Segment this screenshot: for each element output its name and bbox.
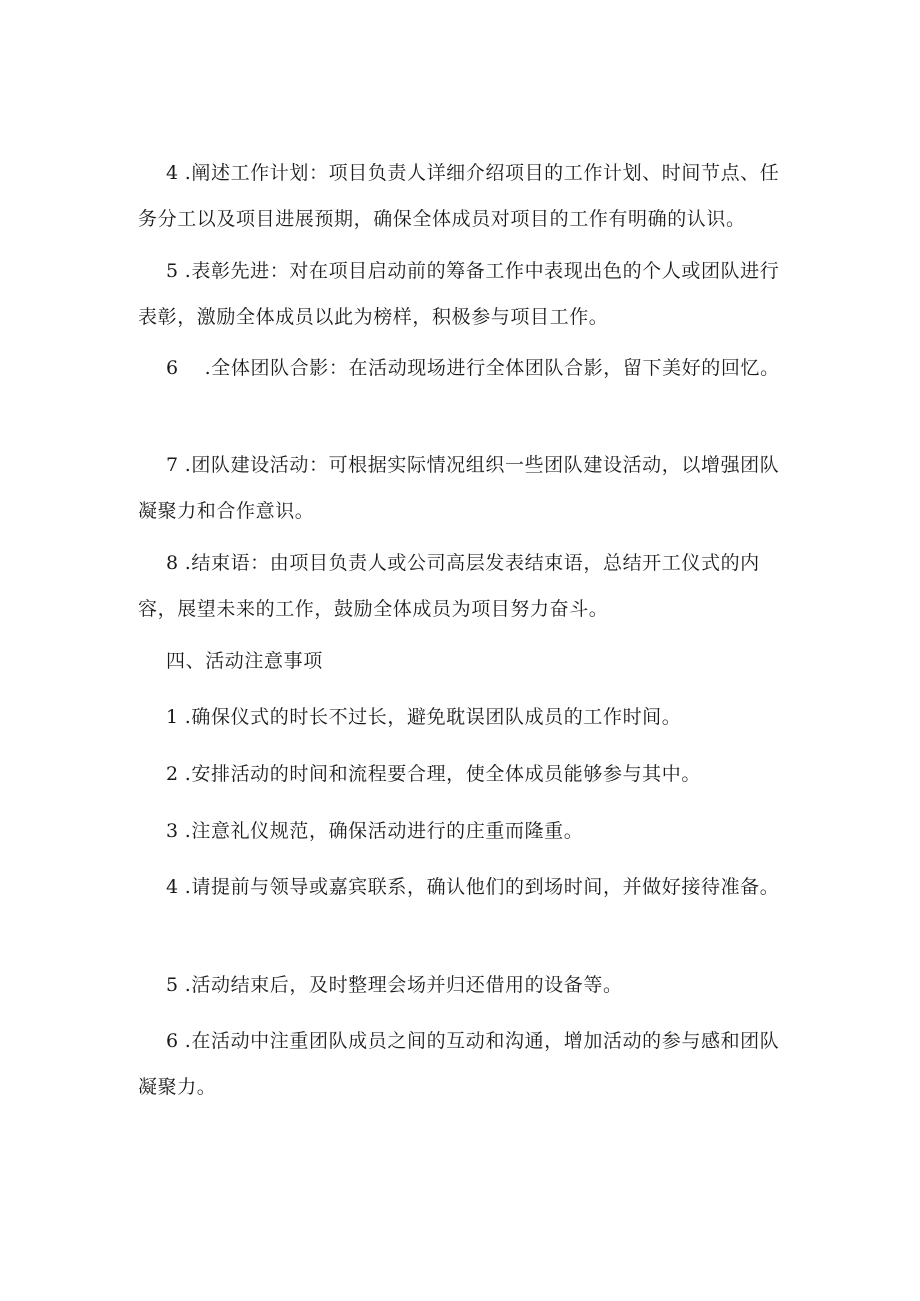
item-text: 阐述工作计划：项目负责人详细介绍项目的工作计划、时间节点、任务分工以及项目进展预期，确保全体成员对项目的工作有明确的认识。 bbox=[138, 162, 780, 230]
item-text: 结束语：由项目负责人或公司高层发表结束语，总结开工仪式的内容，展望未来的工作，鼓励全体成员为项目努力奋斗。 bbox=[138, 552, 760, 620]
note-item-2 bbox=[138, 751, 788, 797]
item-text: 确保仪式的时长不过长，避免耽误团队成员的工作时间。 bbox=[191, 706, 682, 728]
item-separator: . bbox=[178, 552, 192, 574]
item-separator: . bbox=[178, 974, 192, 996]
note-item-4 bbox=[138, 864, 788, 910]
item-separator: . bbox=[178, 763, 192, 785]
item-text: 请提前与领导或嘉宾联系，确认他们的到场时间，并做好接待准备。 bbox=[191, 876, 780, 898]
item-number: 4 bbox=[166, 876, 179, 898]
item-separator: . bbox=[178, 260, 192, 282]
note-item-1 bbox=[138, 694, 788, 740]
item-text: 安排活动的时间和流程要合理，使全体成员能够参与其中。 bbox=[191, 763, 701, 785]
item-separator: . bbox=[178, 820, 192, 842]
paragraph-item-5 bbox=[138, 248, 788, 340]
item-number: 6 bbox=[166, 357, 179, 379]
item-text: 表彰先进：对在项目启动前的筹备工作中表现出色的个人或团队进行表彰，激励全体成员以此为榜样，积极参与项目工作。 bbox=[138, 260, 780, 328]
item-separator: . bbox=[178, 162, 192, 184]
item-number: 4 bbox=[166, 162, 179, 184]
item-separator: . bbox=[178, 454, 192, 476]
item-text: 在活动中注重团队成员之间的互动和沟通，增加活动的参与感和团队凝聚力。 bbox=[138, 1030, 780, 1098]
paragraph-item-8 bbox=[138, 540, 788, 632]
item-number: 3 bbox=[166, 820, 179, 842]
item-number: 5 bbox=[166, 260, 179, 282]
item-text: 全体团队合影：在活动现场进行全体团队合影，留下美好的回忆。 bbox=[211, 357, 780, 379]
note-item-6 bbox=[138, 1018, 788, 1110]
paragraph-item-4 bbox=[138, 150, 788, 242]
item-number: 1 bbox=[166, 706, 179, 728]
item-number: 6 bbox=[166, 1030, 179, 1052]
item-text: 注意礼仪规范，确保活动进行的庄重而隆重。 bbox=[191, 820, 584, 842]
note-item-5 bbox=[138, 962, 788, 1008]
item-separator: . bbox=[178, 876, 192, 898]
note-item-3 bbox=[138, 808, 788, 854]
item-text: 活动结束后，及时整理会场并归还借用的设备等。 bbox=[191, 974, 623, 996]
paragraph-item-6 bbox=[138, 345, 788, 391]
item-number: 8 bbox=[166, 552, 179, 574]
item-text: 团队建设活动：可根据实际情况组织一些团队建设活动，以增强团队凝聚力和合作意识。 bbox=[138, 454, 780, 522]
item-separator: . bbox=[178, 1030, 192, 1052]
item-number: 5 bbox=[166, 974, 179, 996]
section-heading: 四、活动注意事项 bbox=[166, 650, 323, 672]
item-number: 2 bbox=[166, 763, 179, 785]
item-number: 7 bbox=[166, 454, 179, 476]
item-separator: . bbox=[178, 706, 192, 728]
item-separator: . bbox=[178, 357, 212, 379]
paragraph-item-7 bbox=[138, 442, 788, 534]
